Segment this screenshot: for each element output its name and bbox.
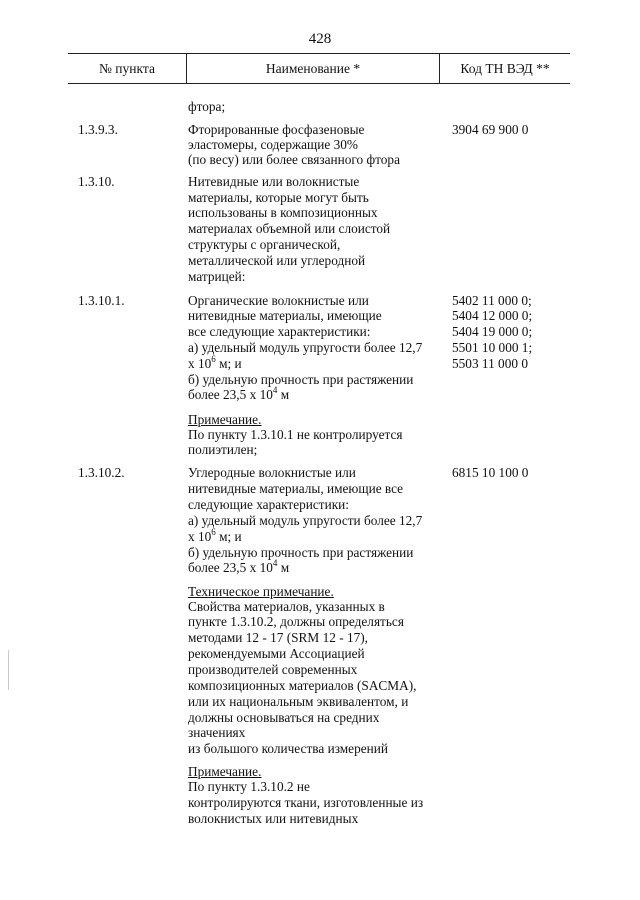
item-exponent-line: х $10^6$ м; и — [188, 526, 242, 544]
tech-note-line: должны основываться на средних — [188, 710, 380, 725]
item-number: 1.3.10.2. — [78, 465, 125, 480]
item-exponent-line: более 23,5 х $10^4$ м — [188, 557, 290, 575]
scan-margin-mark — [8, 650, 9, 690]
header-item-number: № пункта — [68, 54, 187, 83]
tech-note-line: композиционных материалов (SACMA), — [188, 678, 417, 693]
item-code: 5501 10 000 1; — [452, 340, 533, 355]
tech-note-line: значениях — [188, 725, 246, 740]
item-name-line: нитевидные материалы, имеющие все — [188, 481, 404, 496]
item-code: 3904 69 900 0 — [452, 122, 529, 137]
item-name-line: использованы в композиционных — [188, 205, 378, 220]
note-line: контролируются ткани, изготовленные из — [188, 795, 424, 810]
note-line: По пункту 1.3.10.1 не контролируется — [188, 427, 403, 442]
tech-note-line: Свойства материалов, указанных в — [188, 599, 385, 614]
note-line: полиэтилен; — [188, 442, 258, 457]
item-name-line: материалах объемной или слоистой — [188, 221, 391, 236]
tech-note-line: из большого количества измерений — [188, 741, 388, 756]
page-number: 428 — [308, 31, 332, 47]
tech-note-line: или их национальным эквивалентом, и — [188, 694, 409, 709]
header-item-name: Наименование * — [187, 54, 440, 83]
item-name-line: б) удельную прочность при растяжении — [188, 545, 414, 560]
item-code: 5503 11 000 0 — [452, 356, 528, 371]
continuation-text: фтора; — [188, 99, 226, 114]
tech-note-line: рекомендуемыми Ассоциацией — [188, 646, 365, 661]
item-name-line: структуры с органической, — [188, 237, 341, 252]
item-name-line: б) удельную прочность при растяжении — [188, 372, 414, 387]
note-line: По пункту 1.3.10.2 не — [188, 779, 310, 794]
item-number: 1.3.10.1. — [78, 293, 125, 308]
note-line: волокнистых или нитевидных — [188, 811, 359, 826]
item-number: 1.3.9.3. — [78, 122, 118, 137]
item-name-line: матрицей: — [188, 269, 246, 284]
tech-note-line: производителей современных — [188, 662, 358, 677]
item-name-line: металлической или углеродной — [188, 253, 366, 268]
item-code: 5402 11 000 0; — [452, 293, 532, 308]
item-name-line: Органические волокнистые или — [188, 293, 369, 308]
table-header — [68, 53, 570, 84]
item-code: 5404 19 000 0; — [452, 324, 533, 339]
item-name-line: материалы, которые могут быть — [188, 190, 369, 205]
item-name-line: следующие характеристики: — [188, 497, 349, 512]
item-code: 5404 12 000 0; — [452, 308, 533, 323]
item-name-line: Углеродные волокнистые или — [188, 465, 356, 480]
item-exponent-line: х $10^6$ м; и — [188, 353, 242, 371]
item-name-line: эластомеры, содержащие 30% — [188, 137, 359, 152]
note-heading: Примечание. — [188, 764, 262, 779]
item-name-line: Нитевидные или волокнистые — [188, 174, 360, 189]
item-exponent-line: более 23,5 х $10^4$ м — [188, 384, 290, 402]
item-name-line: Фторированные фосфазеновые — [188, 122, 365, 137]
item-name-line: все следующие характеристики: — [188, 324, 371, 339]
item-name-line: а) удельный модуль упругости более 12,7 — [188, 340, 423, 355]
item-name-line: нитевидные материалы, имеющие — [188, 308, 382, 323]
note-heading: Примечание. — [188, 412, 262, 427]
tech-note-line: методами 12 - 17 (SRM 12 - 17), — [188, 630, 368, 645]
item-name-line: (по весу) или более связанного фтора — [188, 152, 400, 167]
item-number: 1.3.10. — [78, 174, 115, 189]
item-name-line: а) удельный модуль упругости более 12,7 — [188, 513, 423, 528]
item-code: 6815 10 100 0 — [452, 465, 529, 480]
header-tn-ved-code: Код ТН ВЭД ** — [460, 60, 550, 76]
tech-note-heading: Техническое примечание. — [188, 584, 334, 599]
tech-note-line: пункте 1.3.10.2, должны определяться — [188, 614, 404, 629]
